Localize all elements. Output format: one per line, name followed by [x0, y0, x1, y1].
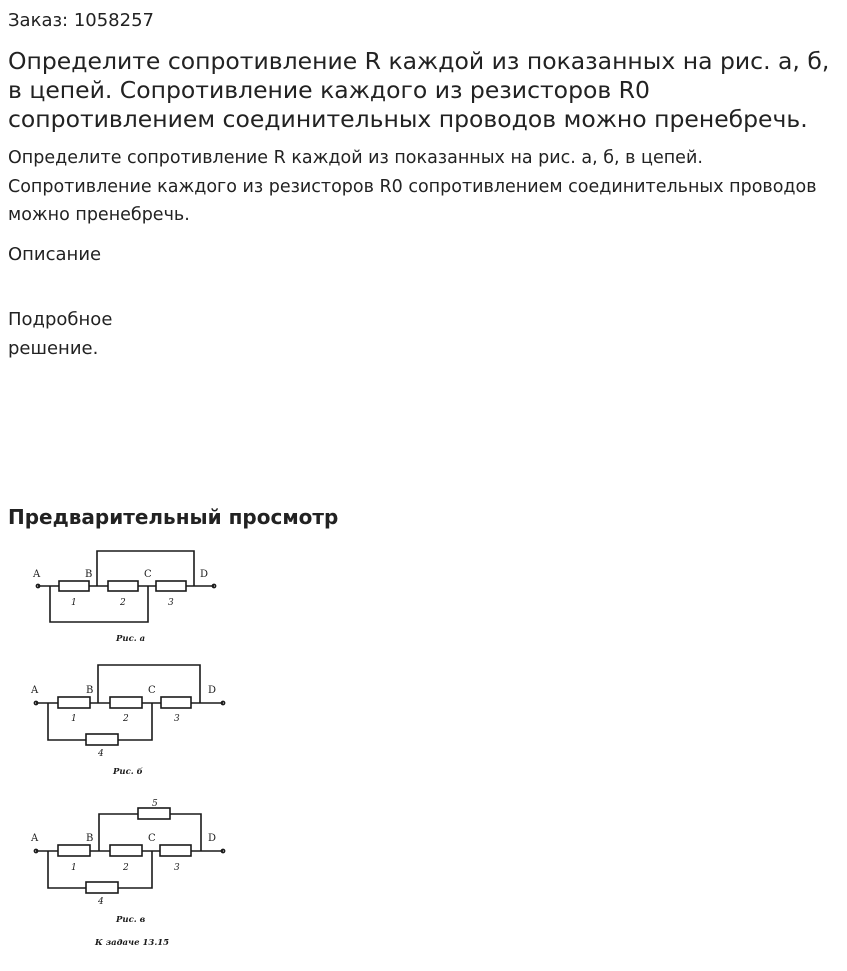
figure-caption: Рис. б	[113, 767, 143, 777]
circuit-c	[30, 799, 225, 948]
circuit-figure	[28, 544, 238, 958]
task-caption: К задаче 13.15	[95, 938, 170, 948]
resistor-label: 2	[123, 714, 129, 724]
node-label: B	[86, 685, 94, 696]
node-label: D	[208, 833, 217, 844]
resistor-label: 5	[152, 799, 158, 809]
node-label: C	[144, 569, 152, 580]
resistor-label: 3	[174, 714, 180, 724]
order-number: Заказ: 1058257	[8, 10, 154, 31]
circuit-diagrams	[28, 544, 238, 954]
resistor-label: 4	[98, 897, 104, 907]
resistor-label: 1	[71, 598, 77, 608]
page-title: Определите сопротивление R каждой из показанных на рис. а, б, в цепей. Сопротивление каждого из резисторов R0 сопротивлением соединительных проводов можно пренебречь.	[8, 47, 830, 133]
node-label: A	[31, 833, 39, 844]
resistor-label: 1	[71, 714, 77, 724]
node-label: C	[148, 833, 156, 844]
node-label: B	[85, 569, 93, 580]
resistor-label: 2	[120, 598, 126, 608]
section-heading: Описание	[8, 244, 102, 265]
circuit-b	[30, 665, 225, 777]
resistor-label: 2	[123, 863, 129, 873]
node-label: D	[208, 685, 217, 696]
node-label: C	[148, 685, 156, 696]
detail-text: Подробное решение.	[8, 309, 113, 359]
node-label: B	[86, 833, 94, 844]
resistor-label: 1	[71, 863, 77, 873]
resistor-label: 3	[168, 598, 174, 608]
problem-description: Определите сопротивление R каждой из показанных на рис. а, б, в цепей. Сопротивление каждого из резисторов R0 сопротивлением соединительных проводов можно пренебречь.	[8, 148, 817, 225]
node-label: A	[33, 569, 41, 580]
node-label: D	[200, 569, 209, 580]
node-label: A	[31, 685, 39, 696]
resistor-label: 4	[98, 749, 104, 759]
resistor-label: 3	[174, 863, 180, 873]
circuit-a	[32, 551, 216, 644]
figure-caption: Рис. в	[116, 915, 146, 925]
figure-caption: Рис. а	[116, 634, 146, 644]
preview-heading: Предварительный просмотр	[8, 505, 339, 529]
